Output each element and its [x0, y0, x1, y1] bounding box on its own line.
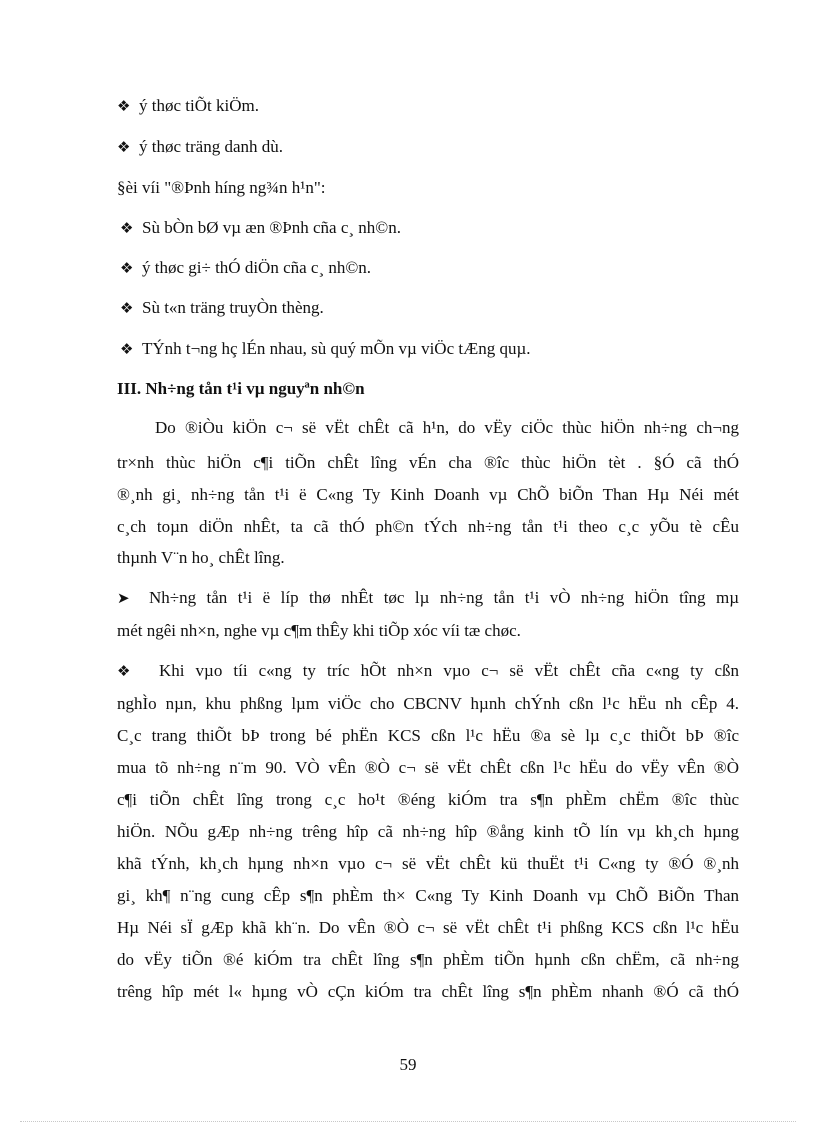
diamond-bullet-icon: ❖ [117, 662, 131, 680]
page-number: 59 [399, 1055, 417, 1074]
para2-text-1: Nh÷ng tån t¹i ë líp thø nhÊt tøc lµ nh÷ng tån t¹i vÒ nh÷ng hiÖn tîng mµ [149, 588, 739, 607]
para3-line-10: do vËy tiÕn ®é kiÓm tra chÊt lîng s¶n phÈm tiÕn hµnh cßn chËm, cã nh÷ng [117, 950, 739, 969]
bullet-item-6 [120, 338, 531, 360]
para3-text-1: Khi vµo tíi c«ng ty tríc hÕt nh×n vµo c¬ së vËt chÊt cña c«ng ty cßn [159, 661, 739, 680]
diamond-bullet-icon: ❖ [120, 219, 134, 237]
diamond-bullet-icon: ❖ [120, 340, 134, 358]
footer-divider [20, 1121, 796, 1122]
para1-line-3: ®¸nh gi¸ nh÷ng tån t¹i ë C«ng Ty Kinh Doanh vµ ChÕ biÕn Than Hµ Néi mét [117, 485, 739, 504]
para3-line-1 [117, 660, 739, 682]
para3-line-6: hiÖn. NÕu gÆp nh÷ng trêng hîp cã nh÷ng hîp ®ång kinh tÕ lín vµ kh¸ch hµng [117, 822, 739, 841]
para2-line-2: mét ngêi nh×n, nghe vµ c¶m thÊy khi tiÕp xóc víi tæ chøc. [117, 621, 521, 640]
diamond-bullet-icon: ❖ [117, 97, 131, 115]
bullet-text: Sù t«n träng truyÒn thèng. [142, 298, 324, 317]
para2-line-1 [117, 587, 739, 609]
diamond-bullet-icon: ❖ [120, 299, 134, 317]
bullet-text: ý thøc gi÷ thÓ diÖn cña c¸ nh©n. [142, 258, 372, 277]
para3-line-8: gi¸ kh¶ n¨ng cung cÊp s¶n phÈm th× C«ng Ty Kinh Doanh vµ ChÕ BiÕn Than [117, 886, 739, 905]
para3-line-7: khã tÝnh, kh¸ch hµng nh×n vµo c¬ së vËt chÊt kü thuËt t¹i C«ng ty ®Ó ®¸nh [117, 854, 739, 873]
intro-text: §èi víi "®Þnh híng ng¾n h¹n": [117, 178, 326, 197]
bullet-item-1 [117, 95, 259, 117]
bullet-item-2 [117, 136, 283, 158]
bullet-text: Sù bÒn bØ vµ æn ®Þnh cña c¸ nh©n. [142, 218, 401, 237]
para3-line-4: mua tõ nh÷ng n¨m 90. VÒ vÊn ®Ò c¬ së vËt chÊt cßn l¹c hËu do vËy vÊn ®Ò [117, 758, 739, 777]
arrow-bullet-icon: ➤ [117, 589, 130, 607]
bullet-text: ý thøc träng danh dù. [139, 137, 283, 156]
bullet-item-4 [120, 257, 371, 279]
bullet-text: ý thøc tiÕt kiÖm. [139, 96, 259, 115]
para1-line-5: thµnh V¨n ho¸ chÊt lîng. [117, 548, 285, 567]
para3-line-11: trêng hîp mét l« hµng vÒ cÇn kiÓm tra chÊt lîng s¶n phÈm nhanh ®Ó cã thÓ [117, 982, 739, 1001]
bullet-item-5 [120, 297, 324, 319]
para1-line-1: Do ®iÒu kiÖn c¬ së vËt chÊt cã h¹n, do vËy ciÖc thùc hiÖn nh÷ng ch¬ng [155, 418, 739, 437]
diamond-bullet-icon: ❖ [120, 259, 134, 277]
bullet-text: TÝnh t¬ng hç lÉn nhau, sù quý mÕn vµ viÖc tÆng quµ. [142, 339, 531, 358]
bullet-item-3 [120, 217, 401, 239]
para3-line-5: c¶i tiÕn chÊt lîng trong c¸c ho¹t ®éng kiÓm tra s¶n phÈm chËm ®îc thùc [117, 790, 739, 809]
para1-line-2: tr×nh thùc hiÖn c¶i tiÕn chÊt lîng vÉn cha ®îc thùc hiÖn tèt . §Ó cã thÓ [117, 453, 739, 472]
para1-line-4: c¸ch toµn diÖn nhÊt, ta cã thÓ ph©n tÝch nh÷ng tån t¹i theo c¸c yÕu tè cÊu [117, 517, 739, 536]
diamond-bullet-icon: ❖ [117, 138, 131, 156]
para3-line-9: Hµ Néi sÏ gÆp khã kh¨n. Do vÊn ®Ò c¬ së vËt chÊt t¹i phßng KCS cßn l¹c hËu [117, 918, 739, 937]
para3-line-2: nghÌo nµn, khu phßng lµm viÖc cho CBCNV hµnh chÝnh cßn l¹c hËu nh cÊp 4. [117, 694, 739, 713]
section-heading: III. Nh÷ng tån t¹i vµ nguyªn nh©n [117, 379, 365, 398]
para3-line-3: C¸c trang thiÕt bÞ trong bé phËn KCS cßn l¹c hËu ®a sè lµ c¸c thiÕt bÞ ®îc [117, 726, 739, 745]
